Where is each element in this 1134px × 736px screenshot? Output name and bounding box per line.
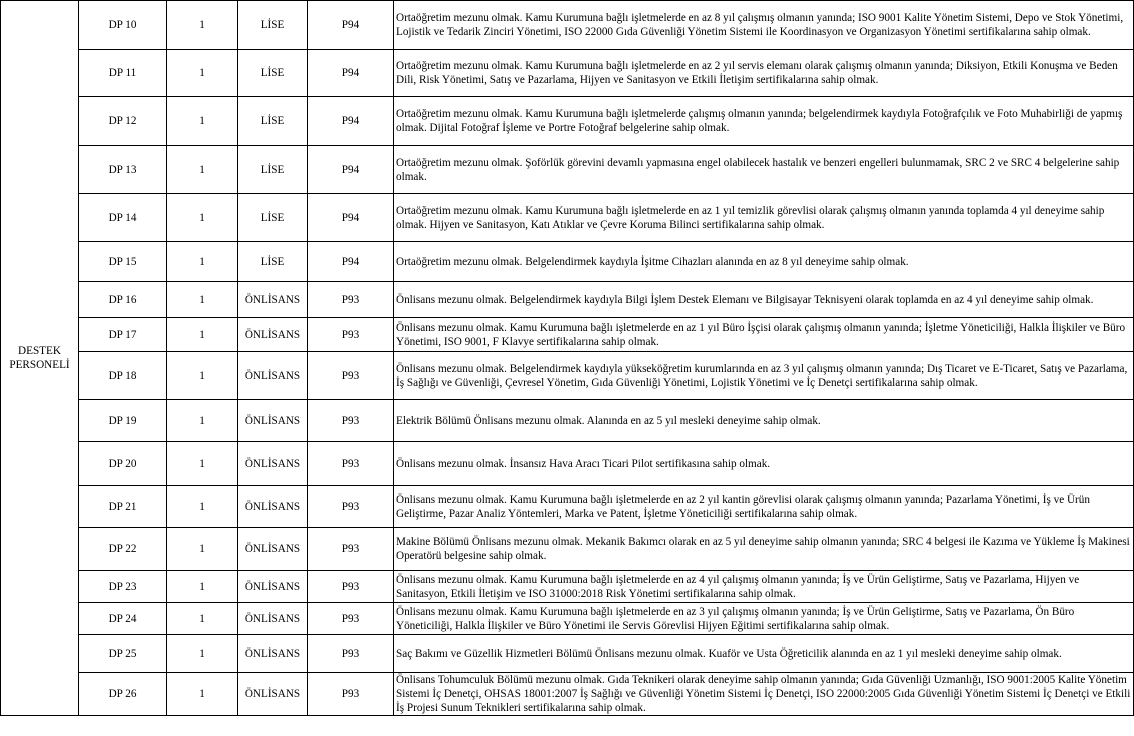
exam-score-type-cell: P93	[308, 400, 394, 442]
table-row	[1, 571, 1134, 603]
education-level-cell: ÖNLİSANS	[238, 352, 308, 400]
position-count-cell: 1	[167, 282, 238, 318]
education-level-cell: ÖNLİSANS	[238, 673, 308, 716]
table-row	[1, 282, 1134, 318]
table-row	[1, 1, 1134, 50]
qualification-cell: Önlisans mezunu olmak. İnsansız Hava Aracı Ticari Pilot sertifikasına sahip olmak.	[394, 442, 1134, 486]
table-row	[1, 400, 1134, 442]
table-row	[1, 97, 1134, 146]
position-code-cell: DP 10	[79, 1, 167, 50]
position-count-cell: 1	[167, 194, 238, 242]
position-count-cell: 1	[167, 486, 238, 528]
table-row	[1, 318, 1134, 352]
table-row	[1, 194, 1134, 242]
position-count-cell: 1	[167, 318, 238, 352]
position-code-cell: DP 18	[79, 352, 167, 400]
position-code-cell: DP 11	[79, 50, 167, 97]
position-code-cell: DP 21	[79, 486, 167, 528]
qualification-cell: Ortaöğretim mezunu olmak. Belgelendirmek kaydıyla İşitme Cihazları alanında en az 8 yıl deneyime sahip olmak.	[394, 242, 1134, 282]
qualification-cell: Ortaöğretim mezunu olmak. Kamu Kurumuna bağlı işletmelerde çalışmış olmanın yanında; belgelendirmek kaydıyla Fotoğrafçılık ve Foto Muhabirliği de yapmış olmak. Dijital Fotoğraf İşleme ve Portre Fotoğraf belgelerine sahip olmak.	[394, 97, 1134, 146]
education-level-cell: LİSE	[238, 146, 308, 194]
table-row	[1, 146, 1134, 194]
exam-score-type-cell: P94	[308, 194, 394, 242]
exam-score-type-cell: P93	[308, 442, 394, 486]
qualification-cell: Önlisans Tohumculuk Bölümü mezunu olmak. Gıda Teknikeri olarak deneyime sahip olmanın yanında; Gıda Güvenliği Uzmanlığı, ISO 9001:2005 Kalite Yönetim Sistemi İç Denetçi, OHSAS 18001:2007 İş Sağlığı ve Güvenliği Yönetim Sistemi İç Denetçi, ISO 22000:2005 Gıda Güvenliği Yönetim Sistemi İç Denetçi ve Etkili İş Projesi Sunum Teknikleri sertifikalarına sahip olmak.	[394, 673, 1134, 716]
education-level-cell: LİSE	[238, 50, 308, 97]
position-code-cell: DP 15	[79, 242, 167, 282]
education-level-cell: ÖNLİSANS	[238, 571, 308, 603]
exam-score-type-cell: P93	[308, 635, 394, 673]
exam-score-type-cell: P93	[308, 603, 394, 635]
exam-score-type-cell: P93	[308, 282, 394, 318]
education-level-cell: ÖNLİSANS	[238, 486, 308, 528]
position-code-cell: DP 26	[79, 673, 167, 716]
position-count-cell: 1	[167, 673, 238, 716]
qualification-cell: Saç Bakımı ve Güzellik Hizmetleri Bölümü Önlisans mezunu olmak. Kuaför ve Usta Öğreticilik alanında en az 1 yıl mesleki deneyime sahip olmak.	[394, 635, 1134, 673]
position-count-cell: 1	[167, 400, 238, 442]
education-level-cell: LİSE	[238, 1, 308, 50]
table-body	[1, 1, 1134, 716]
table-row	[1, 635, 1134, 673]
group-label	[1, 1, 79, 716]
education-level-cell: ÖNLİSANS	[238, 442, 308, 486]
position-code-cell: DP 13	[79, 146, 167, 194]
position-code-cell: DP 17	[79, 318, 167, 352]
table-row	[1, 442, 1134, 486]
education-level-cell: LİSE	[238, 242, 308, 282]
table-row	[1, 603, 1134, 635]
education-level-cell: LİSE	[238, 97, 308, 146]
group-label-line1: DESTEK	[18, 345, 61, 357]
exam-score-type-cell: P93	[308, 352, 394, 400]
qualification-cell: Elektrik Bölümü Önlisans mezunu olmak. Alanında en az 5 yıl mesleki deneyime sahip olmak.	[394, 400, 1134, 442]
position-count-cell: 1	[167, 97, 238, 146]
position-count-cell: 1	[167, 442, 238, 486]
table-row	[1, 242, 1134, 282]
position-code-cell: DP 14	[79, 194, 167, 242]
qualification-cell: Makine Bölümü Önlisans mezunu olmak. Mekanik Bakımcı olarak en az 5 yıl deneyime sahip olmanın yanında; SRC 4 belgesi ile Kazıma ve Yükleme İş Makinesi Operatörü belgesine sahip olmak.	[394, 528, 1134, 571]
position-count-cell: 1	[167, 146, 238, 194]
exam-score-type-cell: P94	[308, 1, 394, 50]
exam-score-type-cell: P93	[308, 486, 394, 528]
qualification-cell: Önlisans mezunu olmak. Belgelendirmek kaydıyla yükseköğretim kurumlarında en az 3 yıl çalışmış olmanın yanında; Dış Ticaret ve E-Ticaret, Satış ve Pazarlama, İş Sağlığı ve Güvenliği, Çevresel Yönetim, Gıda Güvenliği Yönetimi, Lojistik Yönetimi ve İç Denetçi sertifikalarına sahip olmak.	[394, 352, 1134, 400]
education-level-cell: ÖNLİSANS	[238, 318, 308, 352]
education-level-cell: ÖNLİSANS	[238, 528, 308, 571]
position-count-cell: 1	[167, 1, 238, 50]
qualification-cell: Ortaöğretim mezunu olmak. Kamu Kurumuna bağlı işletmelerde en az 2 yıl servis elemanı olarak çalışmış olmanın yanında; Diksiyon, Etkili Konuşma ve Beden Dili, Risk Yönetimi, Satış ve Pazarlama, Hijyen ve Sanitasyon ve Etkili İletişim sertifikalarına sahip olmak.	[394, 50, 1134, 97]
position-count-cell: 1	[167, 635, 238, 673]
position-code-cell: DP 23	[79, 571, 167, 603]
education-level-cell: ÖNLİSANS	[238, 282, 308, 318]
position-count-cell: 1	[167, 528, 238, 571]
position-count-cell: 1	[167, 571, 238, 603]
position-code-cell: DP 20	[79, 442, 167, 486]
qualification-cell: Önlisans mezunu olmak. Kamu Kurumuna bağlı işletmelerde en az 3 yıl çalışmış olmanın yanında; İş ve Ürün Geliştirme, Satış ve Pazarlama, Ön Büro Yöneticiliği, Halkla İlişkiler ve Büro Yönetimi ile Servis Görevlisi Hijyen Eğitimi sertifikalarına sahip olmak.	[394, 603, 1134, 635]
qualification-cell: Önlisans mezunu olmak. Belgelendirmek kaydıyla Bilgi İşlem Destek Elemanı ve Bilgisayar Teknisyeni olarak toplamda en az 4 yıl deneyime sahip olmak.	[394, 282, 1134, 318]
table-row	[1, 50, 1134, 97]
position-code-cell: DP 25	[79, 635, 167, 673]
table-row	[1, 673, 1134, 716]
exam-score-type-cell: P93	[308, 571, 394, 603]
position-count-cell: 1	[167, 352, 238, 400]
qualification-cell: Önlisans mezunu olmak. Kamu Kurumuna bağlı işletmelerde en az 2 yıl kantin görevlisi olarak çalışmış olmanın yanında; Pazarlama Yönetimi, İş ve Ürün Geliştirme, Pazar Analiz Yöntemleri, Marka ve Patent, İşletme Yöneticiliği sertifikalarına sahip olmak.	[394, 486, 1134, 528]
qualification-cell: Önlisans mezunu olmak. Kamu Kurumuna bağlı işletmelerde en az 4 yıl çalışmış olmanın yanında; İş ve Ürün Geliştirme, Satış ve Pazarlama, Hijyen ve Sanitasyon, Etkili İletişim ve ISO 31000:2018 Risk Yönetimi sertifikalarına sahip olmak.	[394, 571, 1134, 603]
table-row	[1, 486, 1134, 528]
education-level-cell: ÖNLİSANS	[238, 635, 308, 673]
position-code-cell: DP 22	[79, 528, 167, 571]
position-count-cell: 1	[167, 603, 238, 635]
position-code-cell: DP 19	[79, 400, 167, 442]
table-row	[1, 528, 1134, 571]
qualification-cell: Ortaöğretim mezunu olmak. Kamu Kurumuna bağlı işletmelerde en az 8 yıl çalışmış olmanın yanında; ISO 9001 Kalite Yönetim Sistemi, Depo ve Stok Yönetimi, Lojistik ve Tedarik Zinciri Yönetimi, ISO 22000 Gıda Güvenliği Yönetim Sistemi ile Koordinasyon ve Organizasyon Yönetimi sertifikalarına sahip olmak.	[394, 1, 1134, 50]
qualification-cell: Ortaöğretim mezunu olmak. Kamu Kurumuna bağlı işletmelerde en az 1 yıl temizlik görevlisi olarak çalışmış olmanın yanında toplamda 4 yıl deneyime sahip olmak. Hijyen ve Sanitasyon, Katı Atıklar ve Çevre Koruma Bilinci sertifikalarına sahip olmak.	[394, 194, 1134, 242]
exam-score-type-cell: P94	[308, 146, 394, 194]
education-level-cell: LİSE	[238, 194, 308, 242]
education-level-cell: ÖNLİSANS	[238, 603, 308, 635]
exam-score-type-cell: P93	[308, 673, 394, 716]
exam-score-type-cell: P93	[308, 528, 394, 571]
group-label-line2: PERSONELİ	[9, 359, 70, 371]
qualification-cell: Ortaöğretim mezunu olmak. Şoförlük görevini devamlı yapmasına engel olabilecek hastalık ve benzeri engelleri bulunmamak, SRC 2 ve SRC 4 belgelerine sahip olmak.	[394, 146, 1134, 194]
exam-score-type-cell: P94	[308, 242, 394, 282]
position-code-cell: DP 16	[79, 282, 167, 318]
position-count-cell: 1	[167, 242, 238, 282]
exam-score-type-cell: P94	[308, 97, 394, 146]
exam-score-type-cell: P94	[308, 50, 394, 97]
position-code-cell: DP 12	[79, 97, 167, 146]
exam-score-type-cell: P93	[308, 318, 394, 352]
position-count-cell: 1	[167, 50, 238, 97]
education-level-cell: ÖNLİSANS	[238, 400, 308, 442]
position-code-cell: DP 24	[79, 603, 167, 635]
qualification-cell: Önlisans mezunu olmak. Kamu Kurumuna bağlı işletmelerde en az 1 yıl Büro İşçisi olarak çalışmış olmanın yanında; İşletme Yöneticiliği, Halkla İlişkiler ve Büro Yönetimi, ISO 9001, F Klavye sertifikalarına sahip olmak.	[394, 318, 1134, 352]
table-row	[1, 352, 1134, 400]
